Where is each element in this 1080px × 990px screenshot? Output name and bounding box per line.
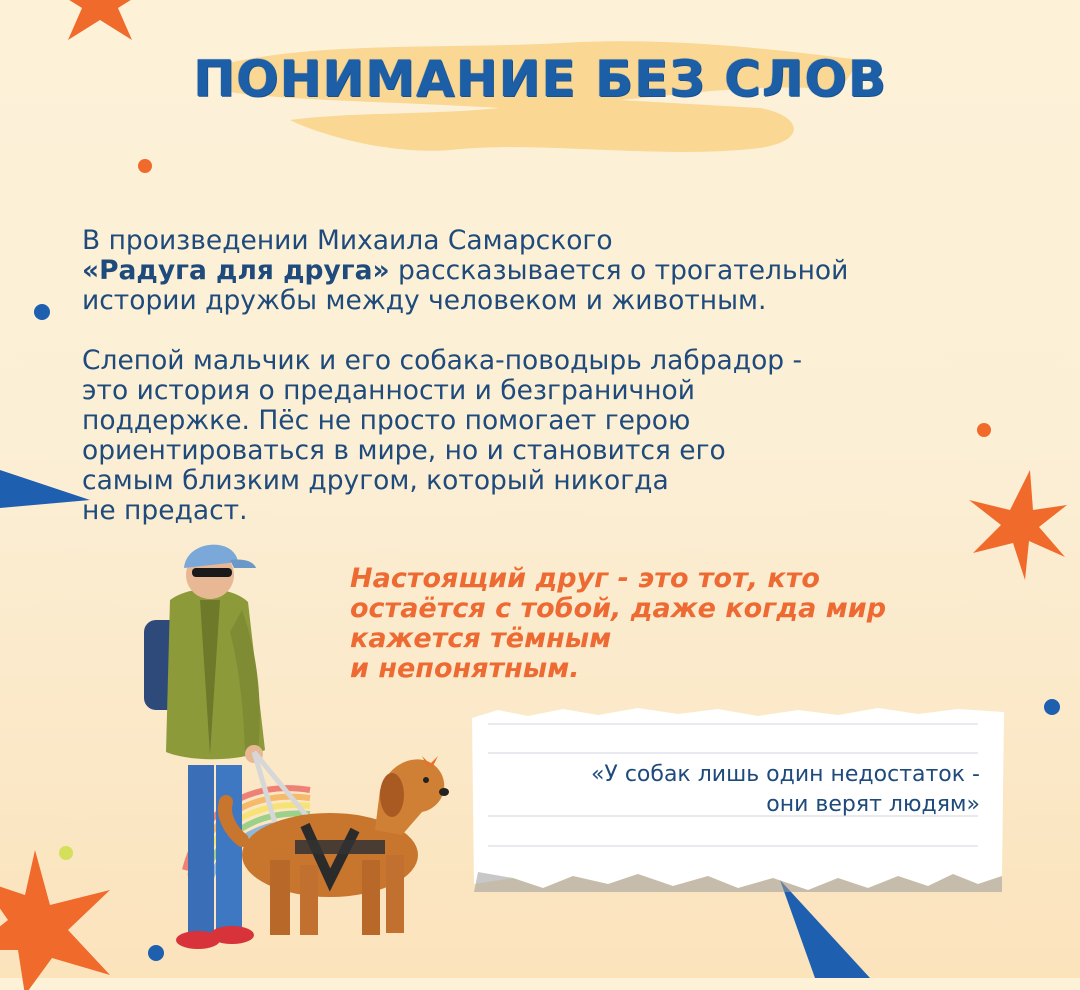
intro-paragraph [82,226,1042,316]
book-title: «Радуга для друга» [82,255,390,286]
intro-line: В произведении Михаила Самарского [82,225,613,256]
boy-with-guide-dog-illustration [130,540,450,970]
page-title: ПОНИМАНИЕ БЕЗ СЛОВ [193,50,887,108]
intro-rest: рассказывается о трогательной истории дружбы между человеком и животным. [82,255,849,316]
quote-note-card [468,706,1008,894]
highlight-quote: Настоящий друг - это тот, кто остаётся с тобой, даже когда мир кажется тёмным и непонятным. [350,563,887,684]
note-quote: «У собак лишь один недостаток - они верят людям» [590,762,980,817]
story-paragraph: Слепой мальчик и его собака-поводырь лабрадор - это история о преданности и безграничной поддержке. Пёс не просто помогает герою ориентироваться в мире, но и становится его самым близким другом, который никогда не предаст. [82,345,803,526]
